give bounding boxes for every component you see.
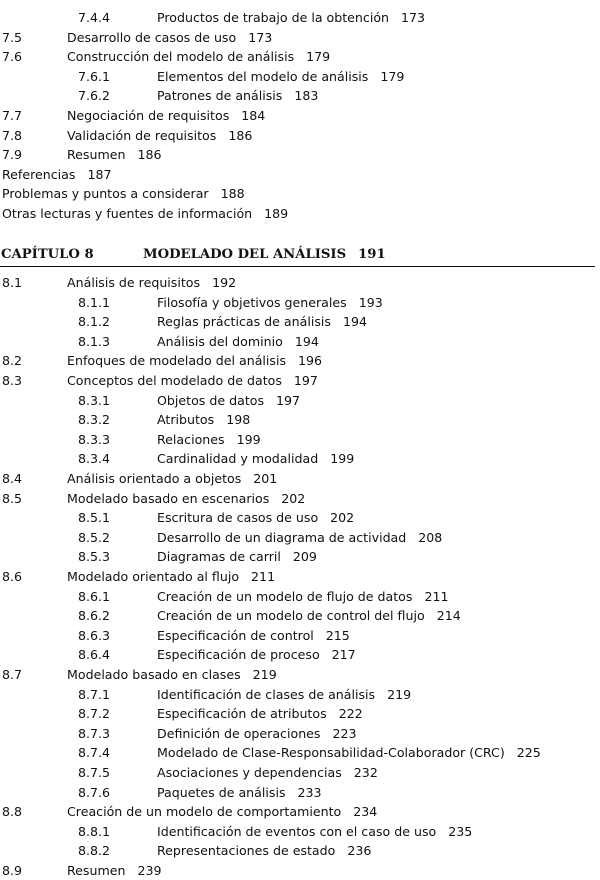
toc-entry-text — [157, 744, 541, 762]
toc-entry-page: 199 — [236, 431, 261, 447]
toc-entry-page: 239 — [137, 863, 162, 878]
toc-entry-number: 7.6.2 — [78, 88, 111, 104]
toc-entry-title: Definición de operaciones — [157, 725, 321, 741]
toc-entry-number: 8.3.1 — [78, 392, 111, 408]
toc-entry-title: Atributos — [157, 412, 215, 428]
toc-entry-page: 222 — [338, 706, 363, 722]
toc-entry-number: 8.7.5 — [78, 765, 111, 780]
toc-entry-page: 225 — [516, 745, 541, 761]
toc-entry-number: 8.6.1 — [78, 588, 111, 604]
toc-entry-text — [67, 146, 162, 164]
toc-entry-text — [2, 166, 112, 184]
toc-entry-title: Elementos del modelo de análisis — [157, 68, 369, 84]
toc-entry-page: 193 — [358, 294, 383, 310]
toc-entry-text — [67, 862, 162, 880]
toc-entry-page: 202 — [330, 510, 355, 526]
toc-entry-title: Diagramas de carril — [157, 549, 281, 565]
toc-entry-page: 188 — [220, 186, 245, 202]
toc-entry-text — [157, 431, 261, 449]
toc-entry-title: Especificación de control — [157, 627, 314, 643]
toc-entry-page: 179 — [380, 68, 405, 84]
toc-entry-text — [2, 205, 288, 223]
toc-entry-page: 214 — [436, 608, 461, 624]
toc-entry-text — [67, 666, 277, 684]
toc-entry-number: 8.7.3 — [78, 725, 111, 741]
toc-entry-text — [157, 686, 411, 704]
toc-entry-page: 232 — [353, 765, 378, 780]
toc-entry-text — [157, 313, 367, 331]
toc-entry-text — [157, 509, 354, 527]
toc-entry-title: Creación de un modelo de control del flujo — [157, 608, 425, 624]
toc-entry-title: Modelado basado en clases — [67, 667, 241, 682]
toc-entry-number: 8.1.2 — [78, 314, 111, 330]
toc-entry-text — [67, 48, 330, 66]
toc-entry-text — [157, 725, 357, 743]
toc-entry-page: 192 — [212, 275, 237, 290]
toc-entry-title: Creación de un modelo de comportamiento — [67, 804, 342, 820]
toc-entry-number: 8.6.4 — [78, 647, 111, 663]
toc-entry-text — [67, 29, 272, 47]
toc-entry-text — [157, 627, 350, 645]
toc-entry-text — [157, 588, 448, 606]
toc-entry-number: 7.7 — [2, 108, 23, 123]
toc-entry-title: Análisis orientado a objetos — [67, 471, 242, 486]
toc-entry-page: 211 — [251, 569, 276, 584]
toc-entry-page: 173 — [401, 10, 426, 25]
toc-entry-text — [67, 490, 305, 508]
toc-entry-page: 215 — [325, 627, 350, 643]
toc-entry-page: 173 — [248, 29, 273, 45]
toc-entry-title: Análisis de requisitos — [67, 275, 201, 290]
toc-entry-number: 8.7.6 — [78, 784, 111, 800]
toc-entry-number: 8.7 — [2, 667, 23, 682]
chapter-title-group — [143, 246, 386, 264]
toc-entry-title: Construcción del modelo de análisis — [67, 49, 295, 65]
toc-entry-text — [157, 450, 354, 468]
toc-entry-page: 236 — [347, 843, 372, 859]
toc-entry-text — [157, 333, 319, 351]
toc-entry-text — [157, 842, 371, 860]
toc-entry-page: 211 — [424, 588, 449, 604]
toc-entry-page: 183 — [294, 88, 319, 104]
toc-entry-text — [157, 823, 472, 841]
toc-entry-title: Enfoques de modelado del análisis — [67, 353, 287, 369]
toc-entry-page: 235 — [448, 823, 473, 839]
toc-entry-page: 198 — [226, 412, 251, 428]
toc-entry-page: 197 — [276, 392, 301, 408]
toc-entry-number: 8.6.3 — [78, 627, 111, 643]
toc-entry-text — [67, 470, 277, 488]
toc-entry-number: 8.1.1 — [78, 294, 111, 310]
toc-entry-title: Desarrollo de casos de uso — [67, 29, 237, 45]
toc-entry-page: 202 — [281, 490, 306, 506]
toc-entry-text — [67, 352, 322, 370]
toc-entry-number: 8.8.1 — [78, 823, 111, 839]
chapter-heading — [0, 246, 595, 267]
toc-entry-title: Otras lecturas y fuentes de información — [2, 206, 253, 221]
toc-entry-title: Modelado de Clase-Responsabilidad-Colaborador (CRC) — [157, 745, 505, 761]
toc-entry-title: Paquetes de análisis — [157, 784, 286, 800]
toc-entry-number: 8.6 — [2, 569, 23, 584]
toc-entry-page: 199 — [330, 451, 355, 467]
toc-entry-number: 7.5 — [2, 29, 23, 45]
toc-entry-page: 186 — [137, 147, 162, 163]
toc-entry-title: Modelado orientado al flujo — [67, 569, 240, 584]
toc-entry-title: Resumen — [67, 863, 126, 878]
toc-entry-text — [67, 127, 252, 145]
toc-entry-number: 8.1.3 — [78, 333, 111, 349]
toc-entry-number: 8.8.2 — [78, 843, 111, 859]
toc-entry-title: Conceptos del modelado de datos — [67, 373, 282, 388]
toc-entry-title: Reglas prácticas de análisis — [157, 314, 331, 330]
toc-entry-number: 7.4.4 — [78, 10, 111, 25]
toc-entry-page: 186 — [228, 127, 253, 143]
toc-entry-text — [157, 529, 442, 547]
toc-entry-number: 8.4 — [2, 471, 23, 486]
toc-entry-title: Referencias — [2, 166, 76, 182]
toc-entry-title: Objetos de datos — [157, 392, 265, 408]
toc-entry-number: 8.5.2 — [78, 529, 111, 545]
toc-entry-title: Análisis del dominio — [157, 333, 283, 349]
toc-entry-text — [157, 705, 363, 723]
toc-entry-title: Resumen — [67, 147, 126, 163]
toc-entry-title: Desarrollo de un diagrama de actividad — [157, 529, 407, 545]
toc-entry-number: 7.8 — [2, 127, 23, 143]
toc-entry-page: 187 — [87, 166, 112, 182]
toc-entry-text — [157, 646, 356, 664]
toc-entry-number: 7.9 — [2, 147, 23, 163]
toc-entry-page: 194 — [342, 314, 367, 330]
toc-entry-number: 8.5 — [2, 490, 23, 506]
toc-entry-page: 201 — [253, 471, 278, 486]
toc-entry-page: 219 — [387, 686, 412, 702]
toc-entry-page: 208 — [418, 529, 443, 545]
toc-entry-number: 8.7.2 — [78, 706, 111, 722]
toc-entry-text — [67, 372, 318, 390]
toc-entry-page: 196 — [298, 353, 323, 369]
toc-entry-text — [67, 568, 275, 586]
toc-entry-number: 8.3.2 — [78, 412, 111, 428]
toc-entry-number: 8.9 — [2, 863, 23, 878]
toc-entry-title: Especificación de atributos — [157, 706, 327, 722]
toc-entry-number: 8.3.4 — [78, 451, 111, 467]
toc-entry-text — [157, 411, 250, 429]
toc-entry-title: Problemas y puntos a considerar — [2, 186, 209, 202]
toc-entry-title: Validación de requisitos — [67, 127, 217, 143]
toc-entry-text — [157, 68, 404, 86]
toc-entry-page: 223 — [332, 725, 357, 741]
toc-entry-text — [157, 548, 317, 566]
toc-entry-title: Representaciones de estado — [157, 843, 336, 859]
toc-entry-page: 189 — [264, 206, 289, 221]
toc-entry-number: 8.3 — [2, 373, 23, 388]
toc-entry-text — [157, 784, 322, 802]
toc-entry-page: 197 — [293, 373, 318, 388]
toc-entry-page: 209 — [292, 549, 317, 565]
toc-entry-text — [157, 294, 383, 312]
toc-entry-number: 8.3.3 — [78, 431, 111, 447]
toc-entry-title: Identificación de clases de análisis — [157, 686, 376, 702]
toc-entry-text — [157, 764, 378, 782]
toc-entry-number: 8.7.4 — [78, 745, 111, 761]
toc-entry-text — [2, 185, 245, 203]
toc-entry-number: 8.7.1 — [78, 686, 111, 702]
toc-entry-title: Productos de trabajo de la obtención — [157, 10, 390, 25]
toc-entry-title: Escritura de casos de uso — [157, 510, 319, 526]
toc-entry-title: Modelado basado en escenarios — [67, 490, 270, 506]
toc-entry-text — [157, 392, 300, 410]
toc-entry-text — [157, 9, 425, 27]
chapter-title: MODELADO DEL ANÁLISIS — [143, 247, 347, 262]
toc-entry-text — [157, 87, 318, 105]
toc-entry-text — [67, 274, 236, 292]
toc-entry-page: 184 — [241, 108, 266, 123]
toc-entry-text — [67, 107, 265, 125]
toc-entry-page: 194 — [294, 333, 319, 349]
toc-entry-page: 234 — [353, 804, 378, 820]
toc-entry-number: 8.2 — [2, 353, 23, 369]
toc-entry-page: 179 — [306, 49, 331, 65]
toc-entry-title: Identificación de eventos con el caso de uso — [157, 823, 437, 839]
toc-entry-number: 7.6.1 — [78, 68, 111, 84]
toc-entry-text — [67, 803, 377, 821]
toc-entry-number: 8.1 — [2, 275, 23, 290]
toc-entry-number: 8.5.3 — [78, 549, 111, 565]
chapter-page: 191 — [358, 247, 386, 262]
toc-entry-text — [157, 607, 461, 625]
toc-entry-title: Asociaciones y dependencias — [157, 765, 342, 780]
toc-entry-title: Creación de un modelo de flujo de datos — [157, 588, 413, 604]
toc-entry-title: Relaciones — [157, 431, 225, 447]
toc-entry-title: Negociación de requisitos — [67, 108, 230, 123]
toc-entry-number: 8.5.1 — [78, 510, 111, 526]
toc-entry-number: 7.6 — [2, 49, 23, 65]
toc-entry-number: 8.8 — [2, 804, 23, 820]
toc-entry-title: Filosofía y objetivos generales — [157, 294, 347, 310]
toc-entry-title: Patrones de análisis — [157, 88, 283, 104]
chapter-label: CAPÍTULO 8 — [1, 247, 94, 262]
toc-entry-page: 219 — [252, 667, 277, 682]
toc-entry-title: Especificación de proceso — [157, 647, 320, 663]
toc-entry-page: 217 — [331, 647, 356, 663]
toc-entry-title: Cardinalidad y modalidad — [157, 451, 319, 467]
toc-entry-number: 8.6.2 — [78, 608, 111, 624]
toc-entry-page: 233 — [297, 784, 322, 800]
